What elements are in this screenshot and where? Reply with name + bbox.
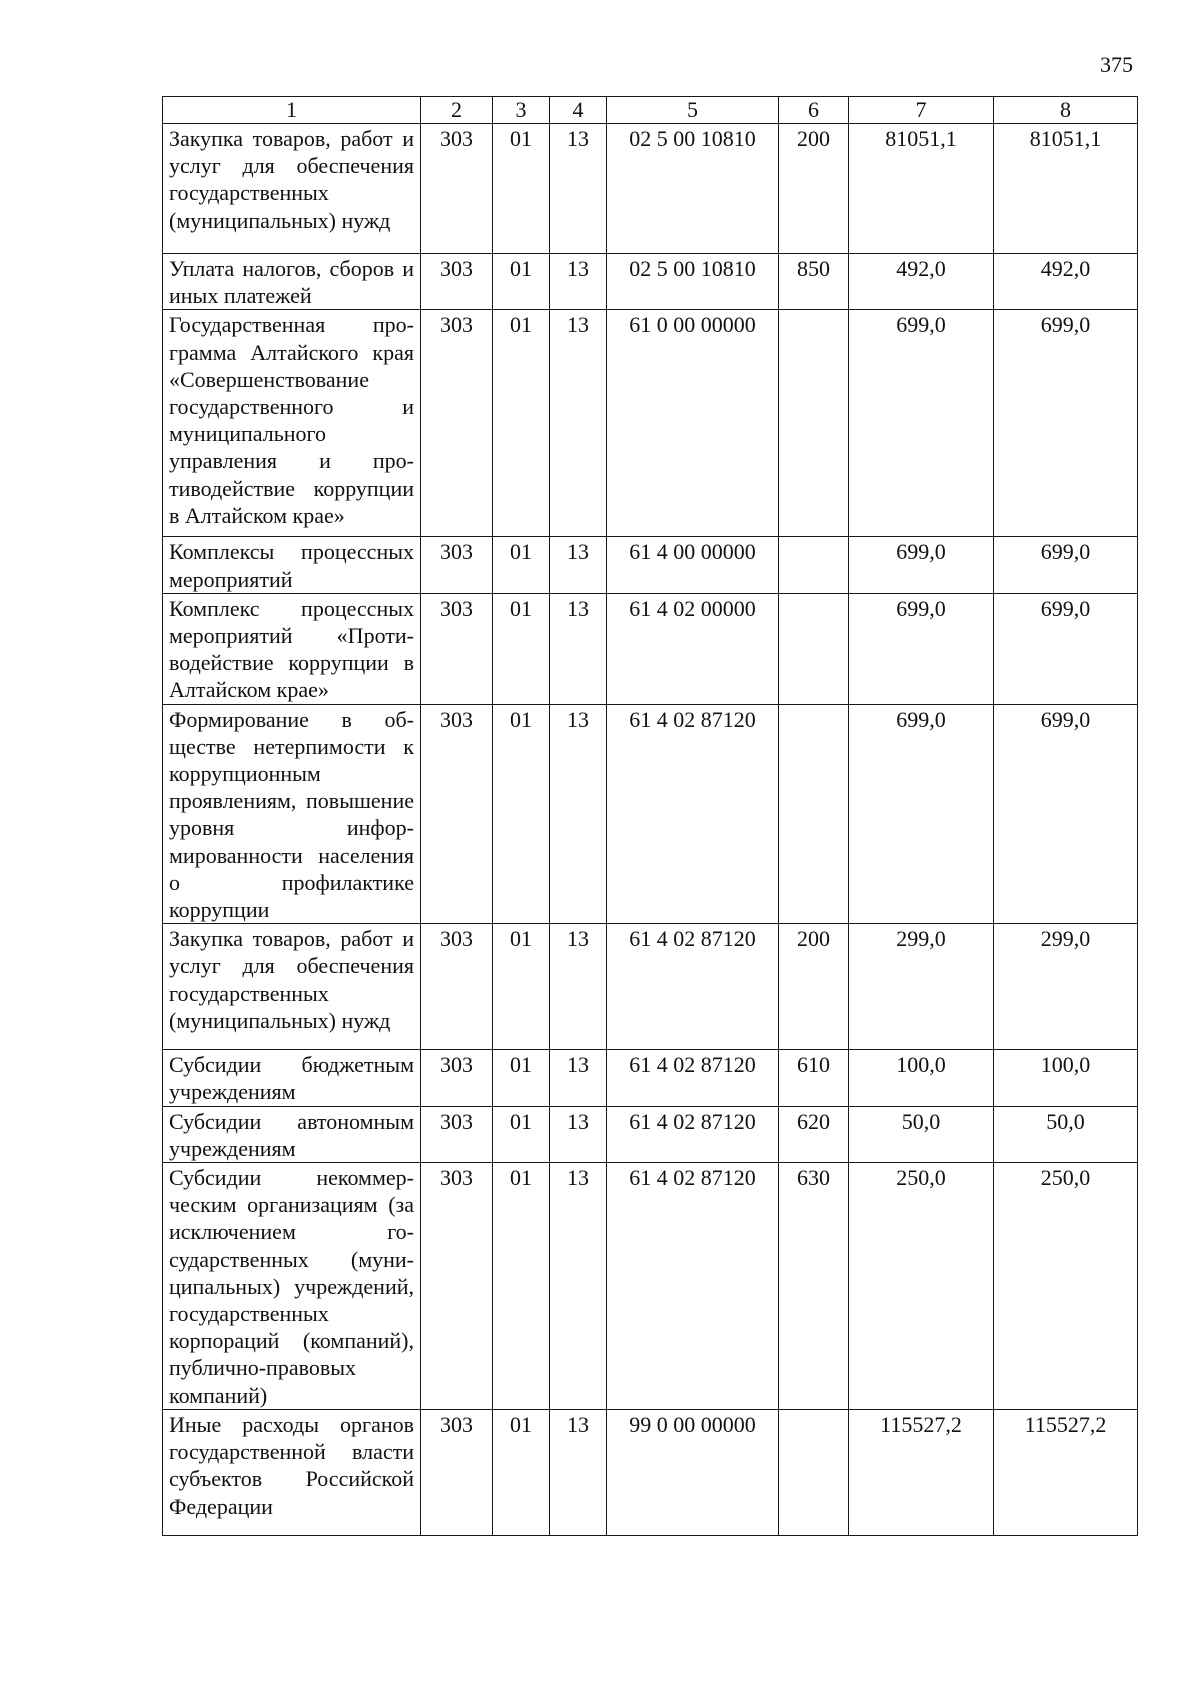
- row-expense-type: 620: [779, 1106, 849, 1162]
- table-row: [163, 1409, 1138, 1535]
- header-cell: 4: [550, 97, 607, 124]
- table-row: [163, 254, 1138, 310]
- row-section: 01: [493, 704, 550, 924]
- row-target-article: 02 5 00 10810: [607, 124, 779, 254]
- row-expense-type: 200: [779, 924, 849, 1050]
- row-description: Закупка товаров, работ и услуг для обеспечения государственных (муниципальных) нужд: [163, 924, 421, 1050]
- row-description: Комплексы процессных мероприятий: [163, 537, 421, 593]
- table-body: [163, 97, 1138, 1536]
- table-row: [163, 924, 1138, 1050]
- row-section: 01: [493, 537, 550, 593]
- row-description: Закупка товаров, работ и услуг для обеспечения государственных (муниципальных) нужд: [163, 124, 421, 254]
- budget-table: [162, 96, 1138, 1536]
- row-amount-1: 50,0: [849, 1106, 994, 1162]
- row-description: Субсидии автономным учреждениям: [163, 1106, 421, 1162]
- row-description: Комплекс процессных мероприятий «Противодействие коррупции в Алтайском крае»: [163, 593, 421, 704]
- row-target-article: 61 4 00 00000: [607, 537, 779, 593]
- row-section: 01: [493, 254, 550, 310]
- page-number: 375: [1100, 52, 1133, 77]
- row-amount-2: 100,0: [994, 1050, 1138, 1106]
- row-target-article: 61 4 02 87120: [607, 1106, 779, 1162]
- row-description: Иные расходы органов государственной власти субъектов Российской Федерации: [163, 1409, 421, 1535]
- row-expense-type: [779, 537, 849, 593]
- row-description: Формирование в обществе нетерпимости к коррупционным проявлениям, повышение уровня информированности населения о профилактике коррупции: [163, 704, 421, 924]
- row-ministry-code: 303: [421, 124, 493, 254]
- table-row: [163, 1050, 1138, 1106]
- header-cell: 3: [493, 97, 550, 124]
- row-target-article: 61 4 02 87120: [607, 704, 779, 924]
- row-subsection: 13: [550, 537, 607, 593]
- row-expense-type: 850: [779, 254, 849, 310]
- row-section: 01: [493, 1050, 550, 1106]
- row-target-article: 61 4 02 00000: [607, 593, 779, 704]
- row-section: 01: [493, 593, 550, 704]
- row-ministry-code: 303: [421, 310, 493, 537]
- table-row: [163, 124, 1138, 254]
- row-amount-2: 699,0: [994, 310, 1138, 537]
- header-row: [163, 97, 1138, 124]
- row-amount-1: 699,0: [849, 593, 994, 704]
- row-subsection: 13: [550, 1106, 607, 1162]
- row-amount-2: 699,0: [994, 537, 1138, 593]
- row-section: 01: [493, 1163, 550, 1410]
- row-section: 01: [493, 924, 550, 1050]
- row-subsection: 13: [550, 924, 607, 1050]
- table-row: [163, 704, 1138, 924]
- row-subsection: 13: [550, 704, 607, 924]
- row-amount-1: 100,0: [849, 1050, 994, 1106]
- row-ministry-code: 303: [421, 924, 493, 1050]
- row-amount-2: 299,0: [994, 924, 1138, 1050]
- table-row: [163, 1163, 1138, 1410]
- row-target-article: 61 4 02 87120: [607, 924, 779, 1050]
- table-row: [163, 310, 1138, 537]
- row-target-article: 02 5 00 10810: [607, 254, 779, 310]
- row-amount-1: 492,0: [849, 254, 994, 310]
- row-target-article: 61 4 02 87120: [607, 1050, 779, 1106]
- row-description: Государственная программа Алтайского края «Совершенствование государственного и муниципального управления и противодействие коррупции в Алтайском крае»: [163, 310, 421, 537]
- header-cell: 1: [163, 97, 421, 124]
- row-expense-type: 200: [779, 124, 849, 254]
- row-ministry-code: 303: [421, 1163, 493, 1410]
- header-cell: 6: [779, 97, 849, 124]
- row-amount-1: 699,0: [849, 310, 994, 537]
- row-section: 01: [493, 310, 550, 537]
- row-amount-1: 699,0: [849, 537, 994, 593]
- row-subsection: 13: [550, 124, 607, 254]
- row-subsection: 13: [550, 1050, 607, 1106]
- row-ministry-code: 303: [421, 1050, 493, 1106]
- row-amount-1: 250,0: [849, 1163, 994, 1410]
- row-expense-type: [779, 704, 849, 924]
- row-target-article: 61 4 02 87120: [607, 1163, 779, 1410]
- row-subsection: 13: [550, 1409, 607, 1535]
- header-cell: 8: [994, 97, 1138, 124]
- header-cell: 5: [607, 97, 779, 124]
- row-expense-type: [779, 1409, 849, 1535]
- row-subsection: 13: [550, 310, 607, 537]
- header-cell: 2: [421, 97, 493, 124]
- row-amount-2: 699,0: [994, 593, 1138, 704]
- table-row: [163, 537, 1138, 593]
- row-expense-type: [779, 593, 849, 704]
- row-target-article: 99 0 00 00000: [607, 1409, 779, 1535]
- header-cell: 7: [849, 97, 994, 124]
- row-amount-2: 492,0: [994, 254, 1138, 310]
- row-amount-2: 250,0: [994, 1163, 1138, 1410]
- row-amount-2: 81051,1: [994, 124, 1138, 254]
- row-ministry-code: 303: [421, 593, 493, 704]
- row-ministry-code: 303: [421, 537, 493, 593]
- row-section: 01: [493, 1409, 550, 1535]
- row-ministry-code: 303: [421, 1409, 493, 1535]
- row-amount-2: 50,0: [994, 1106, 1138, 1162]
- row-subsection: 13: [550, 593, 607, 704]
- row-subsection: 13: [550, 1163, 607, 1410]
- row-target-article: 61 0 00 00000: [607, 310, 779, 537]
- row-description: Субсидии бюджетным учреждениям: [163, 1050, 421, 1106]
- row-ministry-code: 303: [421, 1106, 493, 1162]
- row-expense-type: 630: [779, 1163, 849, 1410]
- row-amount-1: 81051,1: [849, 124, 994, 254]
- row-section: 01: [493, 1106, 550, 1162]
- row-expense-type: [779, 310, 849, 537]
- row-description: Субсидии некоммерческим организациям (за исключением государственных (муниципальных) учреждений, государственных корпораций (компаний), публично-правовых компаний): [163, 1163, 421, 1410]
- table-row: [163, 1106, 1138, 1162]
- row-subsection: 13: [550, 254, 607, 310]
- row-expense-type: 610: [779, 1050, 849, 1106]
- row-amount-1: 115527,2: [849, 1409, 994, 1535]
- row-ministry-code: 303: [421, 254, 493, 310]
- row-ministry-code: 303: [421, 704, 493, 924]
- row-amount-2: 115527,2: [994, 1409, 1138, 1535]
- table-row: [163, 593, 1138, 704]
- row-section: 01: [493, 124, 550, 254]
- row-amount-1: 299,0: [849, 924, 994, 1050]
- row-amount-1: 699,0: [849, 704, 994, 924]
- row-amount-2: 699,0: [994, 704, 1138, 924]
- row-description: Уплата налогов, сборов и иных платежей: [163, 254, 421, 310]
